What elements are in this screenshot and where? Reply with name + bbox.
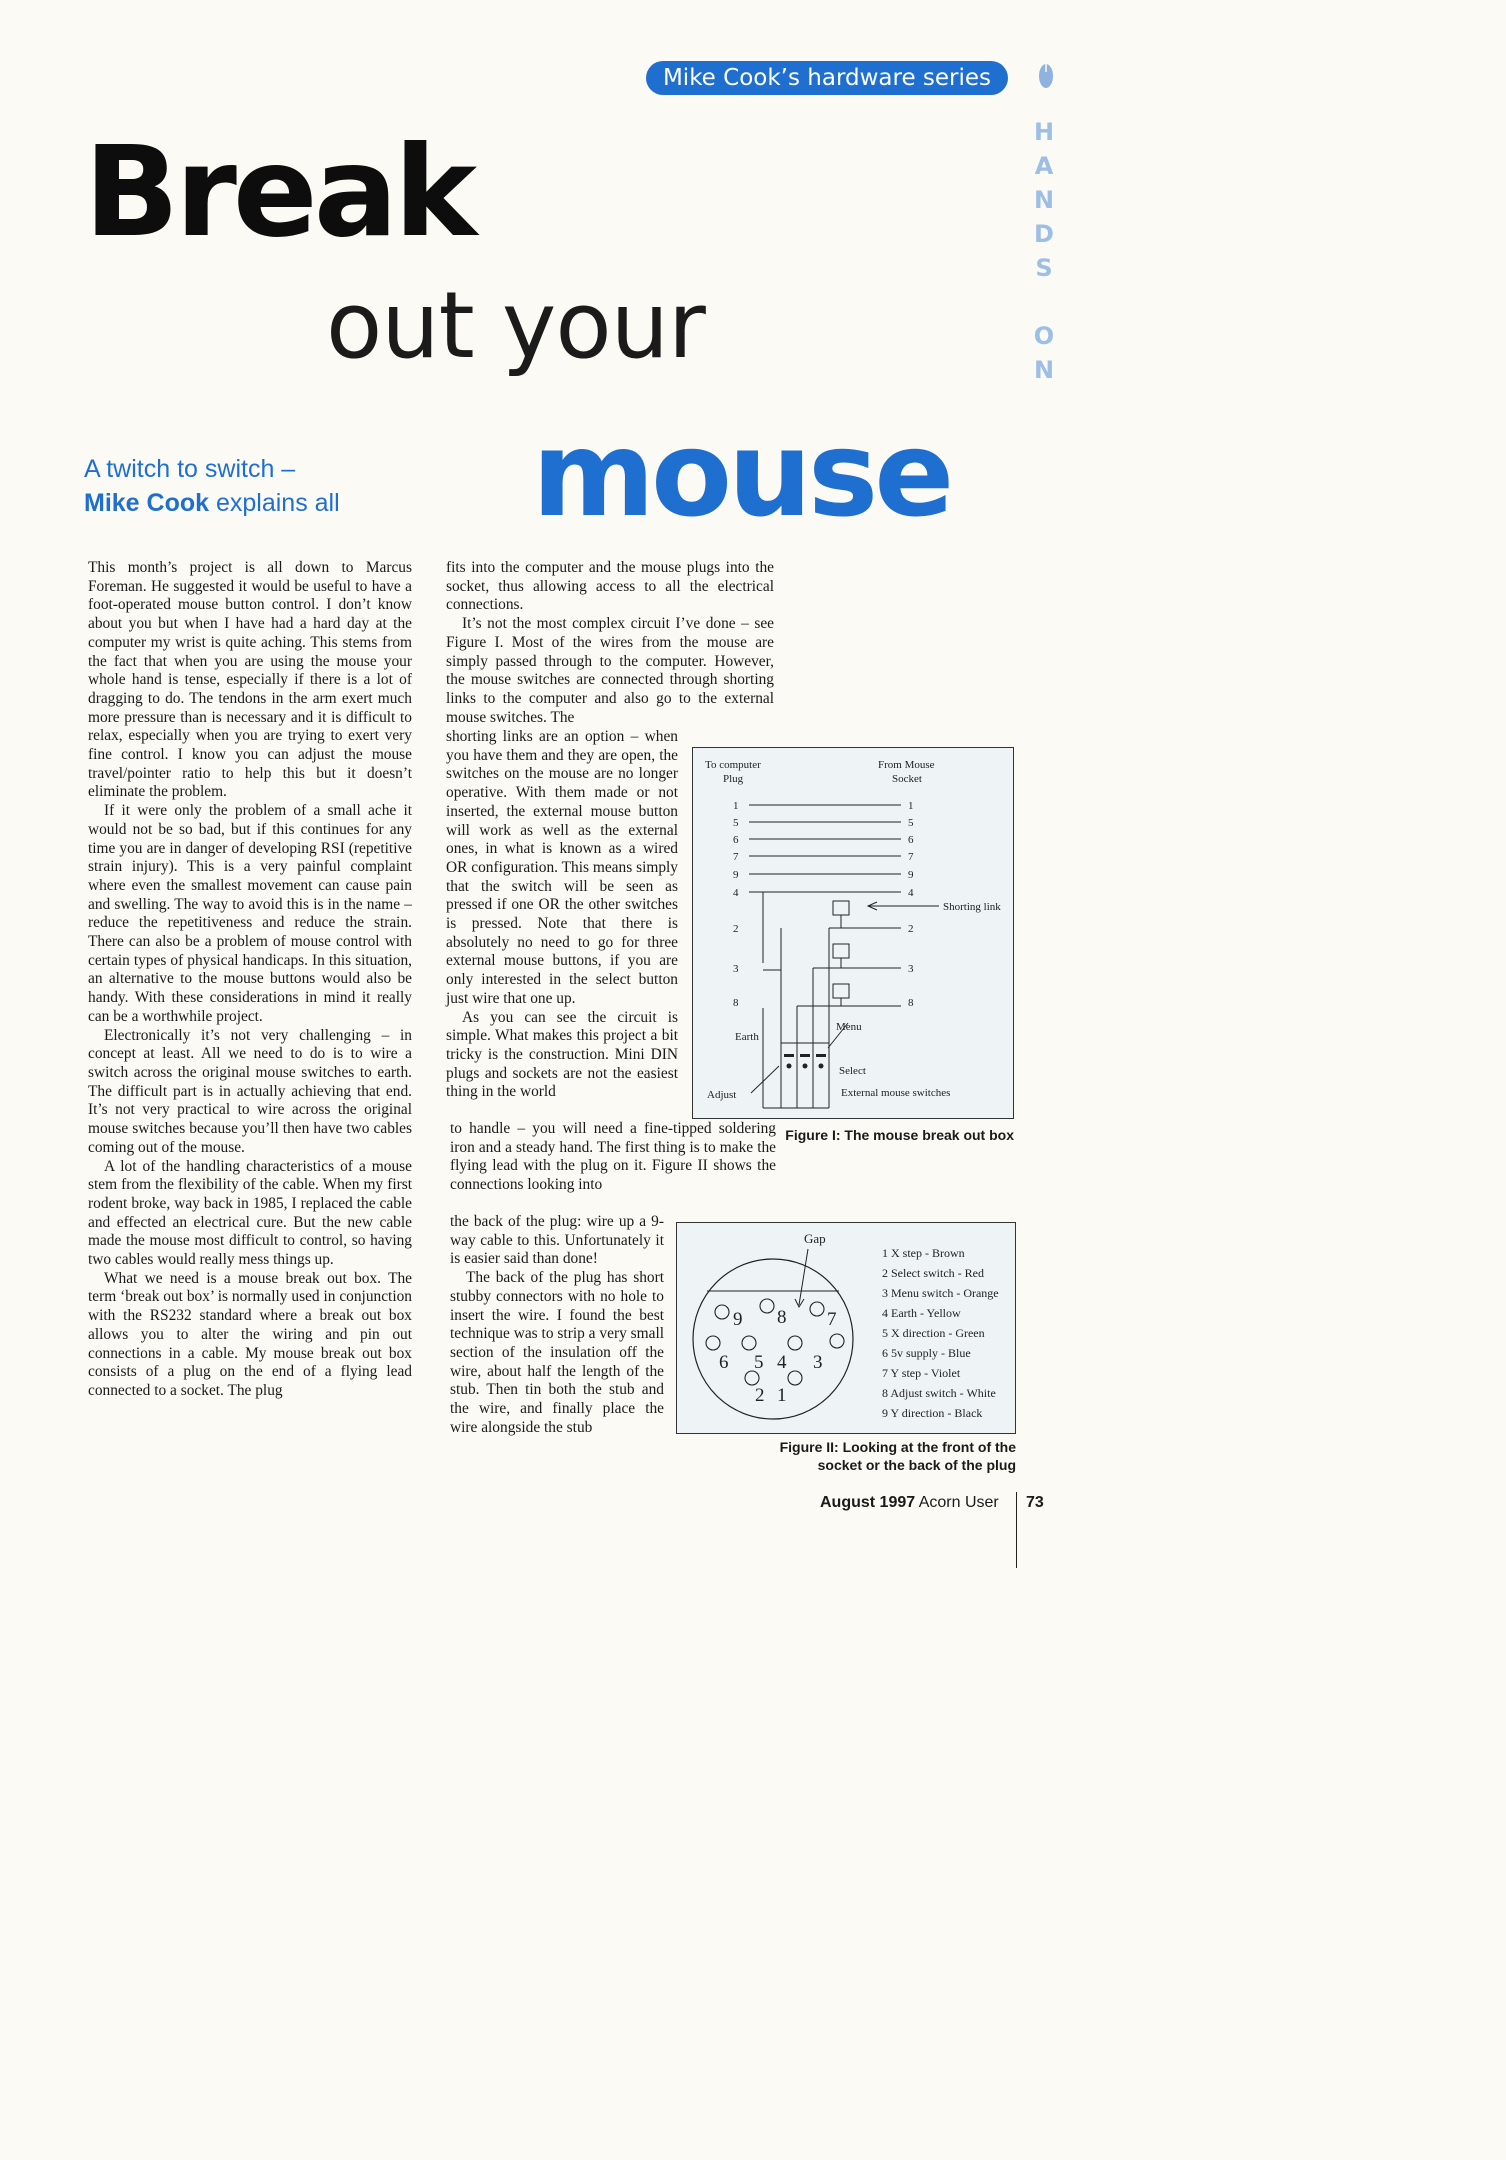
section-tag: HANDS ON <box>1030 118 1058 390</box>
figure-2-caption <box>740 1438 1016 1474</box>
switched-pin-labels <box>733 887 914 1009</box>
magazine-name: Acorn User <box>918 1494 999 1511</box>
pin-legend <box>882 1246 999 1420</box>
mouse-icon <box>1037 62 1055 90</box>
svg-text:1 X step - Brown: 1 X step - Brown <box>882 1246 965 1260</box>
svg-text:5: 5 <box>908 817 914 829</box>
select-label: Select <box>839 1065 866 1077</box>
figure-2-caption-line-2: socket or the back of the plug <box>817 1457 1016 1473</box>
svg-text:1: 1 <box>777 1385 787 1406</box>
standfirst-line-1: A twitch to switch – <box>84 455 296 483</box>
svg-text:9: 9 <box>908 869 914 881</box>
plug-header-2: Plug <box>723 773 744 785</box>
svg-text:8: 8 <box>733 997 739 1009</box>
body-column-2-wrap <box>446 728 678 1102</box>
issue-date: August 1997 <box>820 1494 916 1511</box>
svg-text:4 Earth - Yellow: 4 Earth - Yellow <box>882 1306 961 1320</box>
svg-text:6: 6 <box>908 834 914 846</box>
gap-label: Gap <box>804 1231 826 1246</box>
svg-text:5: 5 <box>754 1352 764 1373</box>
body-paragraph: Electronically it’s not very challenging – in concept at least. All we need to do is to wire a switch across the original mouse switches to earth. The difficult part is in actually achieving that end. It’s not very practical to wire across the original mouse switches because you’ll then have two cables coming out of the mouse. <box>88 1026 412 1156</box>
figure-2-caption-line-1: Figure II: Looking at the front of the <box>779 1439 1016 1455</box>
svg-text:1: 1 <box>733 800 739 812</box>
body-paragraph: It’s not the most complex circuit I’ve done – see Figure I. Most of the wires from the mouse are simply passed through to the computer. However, the mouse switches are connected through shorting links to the computer and also go to the external mouse switches. The <box>446 615 774 726</box>
svg-text:9 Y direction - Black: 9 Y direction - Black <box>882 1406 983 1420</box>
svg-text:2: 2 <box>755 1385 765 1406</box>
body-column-1 <box>88 559 412 1401</box>
svg-text:3 Menu switch - Orange: 3 Menu switch - Orange <box>882 1286 999 1300</box>
svg-text:8: 8 <box>777 1307 787 1328</box>
body-paragraph: What we need is a mouse break out box. The term ‘break out box’ is normally used in conjunction with the RS232 standard where a break out box allows you to alter the wiring and pin out connections in a cable. My mouse break out box consists of a plug on the end of a flying lead connected to a socket. The plug <box>88 1269 412 1399</box>
svg-text:5: 5 <box>733 817 739 829</box>
pinout-diagram <box>676 1222 1016 1434</box>
svg-text:9: 9 <box>733 1309 743 1330</box>
svg-text:3: 3 <box>733 963 739 975</box>
socket-header-2: Socket <box>892 773 922 785</box>
svg-text:7: 7 <box>827 1309 837 1330</box>
body-paragraph: This month’s project is all down to Marcus Foreman. He suggested it would be useful to have a foot-operated mouse button control. I don’t know about you but when I have had a hard day at the computer my wrist is quite aching. This stems from the fact that when you are using the mouse your whole hand is tense, especially if there is a lot of dragging to do. The tendons in the arm exert much more pressure than is necessary and it is difficult to relax, especially when you are trying to exert very fine control. I know you can adjust the mouse travel/pointer ratio to help this but it doesn’t eliminate the problem. <box>88 559 412 801</box>
standfirst-rest: explains all <box>209 489 340 517</box>
circuit-diagram <box>692 747 1014 1119</box>
socket-outline <box>693 1259 853 1419</box>
body-column-2-bottom <box>450 1213 664 1437</box>
through-pin-labels <box>733 800 914 881</box>
svg-text:3: 3 <box>813 1352 823 1373</box>
svg-text:2 Select switch - Red: 2 Select switch - Red <box>882 1266 984 1280</box>
series-tag: Mike Cook’s hardware series <box>646 61 1008 95</box>
body-paragraph: the back of the plug: wire up a 9-way cable to this. Unfortunately it is easier said than done! <box>450 1213 664 1268</box>
page-number: 73 <box>1026 1494 1044 1511</box>
author-name: Mike Cook <box>84 489 210 517</box>
headline-line-1: Break <box>84 120 474 265</box>
svg-text:2: 2 <box>908 923 914 935</box>
svg-text:7: 7 <box>733 851 739 863</box>
footer-divider <box>1016 1492 1017 1568</box>
svg-text:7 Y step - Violet: 7 Y step - Violet <box>882 1366 961 1380</box>
body-paragraph: The back of the plug has short stubby connectors with no hole to insert the wire. I found the best technique was to strip a very small section of the insulation off the wire, about half the length of the stub. Then tin both the stub and the wire, and finally place the wire alongside the stub <box>450 1269 664 1436</box>
body-paragraph: If it were only the problem of a small ache it would not be so bad, but if this continues for any time you are in danger of developing RSI (repetitive strain injury). This is a very painful complaint where even the smallest movement can cause pain and swelling. The way to avoid this is in the name – reduce the repetitiveness and reduce the strain. There can also be a problem of mouse control with certain types of physical handicaps. In this situation, an alternative to the mouse buttons would also be handy. With these considerations in mind it really can be a worthwhile project. <box>88 802 412 1025</box>
adjust-label: Adjust <box>707 1089 737 1101</box>
figure-1-caption: Figure I: The mouse break out box <box>785 1127 1014 1143</box>
svg-text:7: 7 <box>908 851 914 863</box>
plug-header: To computer <box>705 759 761 771</box>
standfirst-line-2 <box>84 486 340 520</box>
svg-text:6 5v supply - Blue: 6 5v supply - Blue <box>882 1346 971 1360</box>
body-paragraph: to handle – you will need a fine-tipped soldering iron and a steady hand. The first thing is to make the flying lead with the plug on it. Figure II shows the connections looking into <box>450 1120 776 1194</box>
body-paragraph: As you can see the circuit is simple. What makes this project a bit tricky is the construction. Mini DIN plugs and sockets are not the easiest thing in the world <box>446 1008 678 1101</box>
body-column-2-middle <box>450 1120 776 1195</box>
svg-text:2: 2 <box>733 923 739 935</box>
svg-text:4: 4 <box>908 887 914 899</box>
svg-text:6: 6 <box>719 1352 729 1373</box>
external-switches <box>784 1054 826 1069</box>
footer <box>820 1494 999 1512</box>
svg-text:8: 8 <box>908 997 914 1009</box>
body-paragraph: A lot of the handling characteristics of a mouse stem from the flexibility of the cable. When my first rodent broke, way back in 1985, I replaced the cable and effected an electrical cure. But the new cable made the mouse most difficult to control, so having two cables would really mess things up. <box>88 1157 412 1269</box>
body-paragraph: fits into the computer and the mouse plugs into the socket, thus allowing access to all the electrical connections. <box>446 559 774 614</box>
socket-header: From Mouse <box>878 759 935 771</box>
headline-line-2: out your <box>326 272 705 379</box>
through-wires <box>749 805 901 874</box>
pin-numbers <box>719 1307 837 1406</box>
earth-label: Earth <box>735 1031 759 1043</box>
external-switches-label: External mouse switches <box>841 1087 951 1099</box>
svg-text:8 Adjust switch - White: 8 Adjust switch - White <box>882 1386 996 1400</box>
headline-line-3: mouse <box>532 405 951 543</box>
svg-text:3: 3 <box>908 963 914 975</box>
svg-text:1: 1 <box>908 800 914 812</box>
shorting-link-label: Shorting link <box>943 901 1001 913</box>
svg-text:4: 4 <box>777 1352 787 1373</box>
body-paragraph: shorting links are an option – when you have them and they are open, the switches on the mouse are no longer operative. With them made or not inserted, the external mouse button will work as well as the external ones, in what is known as a wired OR configuration. This means simply that the switch will be seen as pressed if one OR the other switches is pressed. Note that there is absolutely no need to go for three external mouse buttons, if you are only interested in the select button just wire that one up. <box>446 728 678 1007</box>
svg-text:6: 6 <box>733 834 739 846</box>
menu-label: Menu <box>836 1021 862 1033</box>
svg-text:9: 9 <box>733 869 739 881</box>
body-column-2-top <box>446 559 774 727</box>
standfirst <box>84 452 340 520</box>
svg-text:4: 4 <box>733 887 739 899</box>
svg-text:5 X direction - Green: 5 X direction - Green <box>882 1326 985 1340</box>
